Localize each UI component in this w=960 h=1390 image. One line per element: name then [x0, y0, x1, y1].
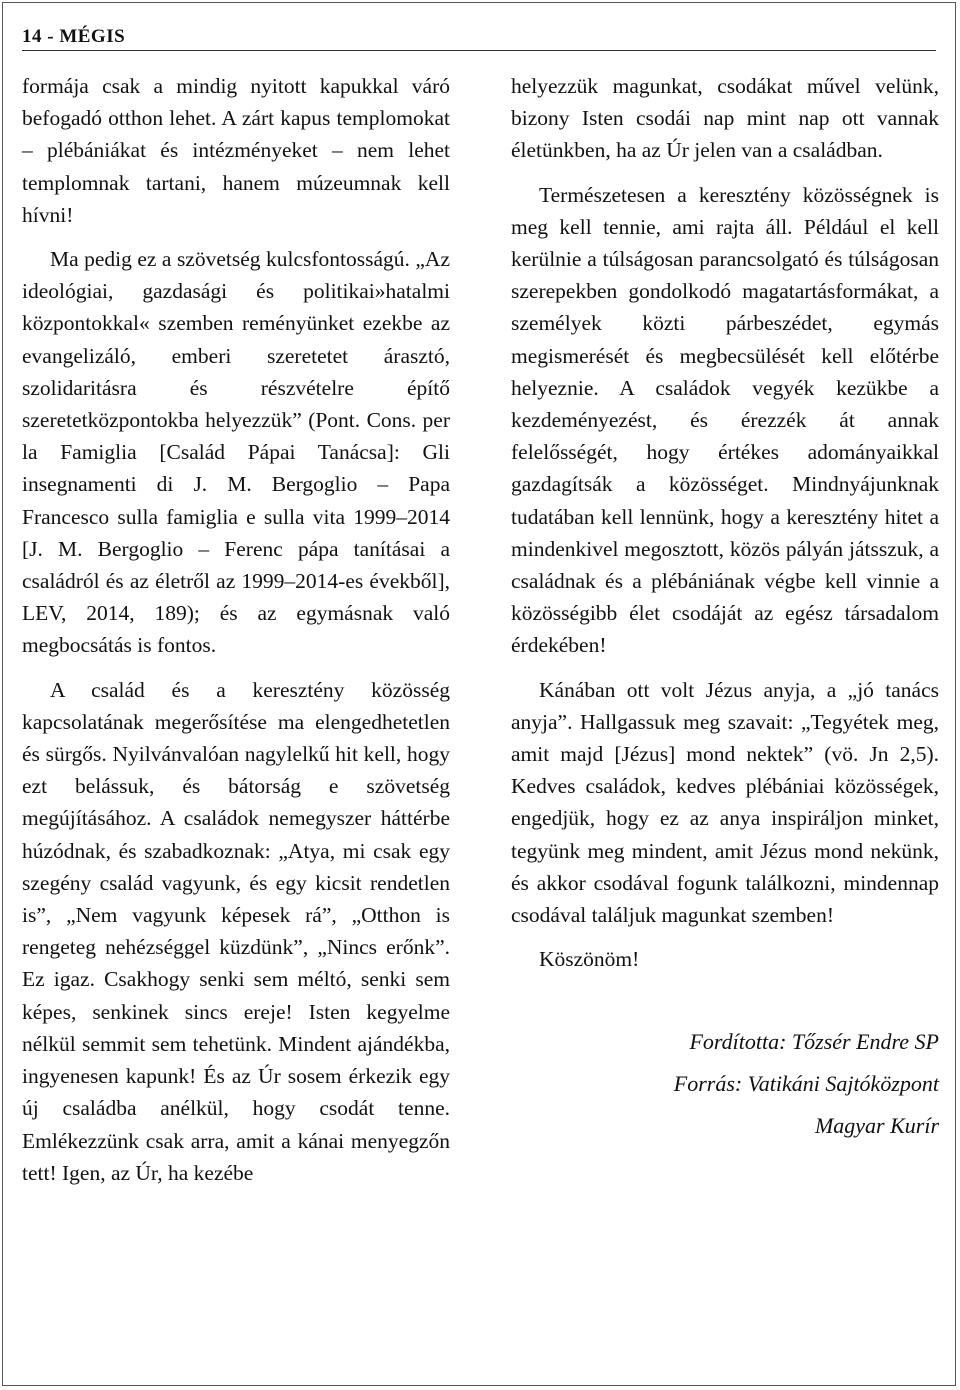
credits-block	[511, 1021, 939, 1147]
publication-credit: Magyar Kurír	[814, 1113, 939, 1139]
translator-credit: Fordította: Tőzsér Endre SP	[689, 1029, 939, 1055]
paragraph: helyezzük magunkat, csodákat művel velünk, bizony Isten csodái nap mint nap ott vannak életünkben, ha az Úr jelen van a családban.	[511, 74, 939, 163]
page-header	[22, 24, 936, 51]
page-number-title: 14 - MÉGIS	[22, 26, 126, 47]
paragraph: Természetesen a keresztény közösségnek is meg kell tennie, ami rajta áll. Például el kell kerülnie a túlságosan parancsolgató és túlságosan szerepekben gondolkodó magatartásformákat, a személyek közti párbeszédet, egymás megismerését és megbecsülését kell előtérbe helyeznie. A családok vegyék kezükbe a kezdeményezést, és érezzék át annak felelősségét, hogy értékes adományaikkal gazdagítsák a közösséget. Mindnyájunknak tudatában kell lennünk, hogy a keresztény hitet a mindenkivel megosztott, közös pályán játsszuk, a családnak és a plébániának végbe kell vinnie a közösségibb élet csodáját az egész társadalom érdekében!	[511, 182, 939, 658]
right-column	[511, 70, 939, 1147]
paragraph: A család és a keresztény közösség kapcsolatának megerősítése ma elengedhetetlen és sürgős. Nyilvánvalóan nagylelkű hit kell, hogy ezt belássuk, és bátorság e szövetség megújításához. A családok nemegyszer háttérbe húzódnak, és szabadkoznak: „Atya, mi csak egy szegény család vagyunk, és egy kicsit rendetlen is”, „Nem vagyunk képesek rá”, „Otthon is rengeteg nehézséggel küzdünk”, „Nincs erőnk”. Ez igaz. Csakhogy senki sem méltó, senki sem képes, senkinek sincs ereje! Isten kegyelme nélkül semmit sem tehetünk. Mindent ajándékba, ingyenesen kapunk! És az Úr sosem érkezik egy új családba anélkül, hogy csodát tenne. Emlékezzünk csak arra, amit a kánai menyegzőn tett! Igen, az Úr, ha kezébe	[22, 677, 450, 1185]
paragraph: Kánában ott volt Jézus anyja, a „jó tanács anyja”. Hallgassuk meg szavait: „Tegyétek meg, amit majd [Jézus] mond nektek” (vö. Jn 2,5). Kedves családok, kedves plébániai közösségek, engedjük, hogy ez az anya inspiráljon minket, tegyünk meg mindent, amit Jézus mond nekünk, és akkor csodával fogunk találkozni, mindennap csodával találjuk magunkat szemben!	[511, 677, 939, 928]
source-credit: Forrás: Vatikáni Sajtóközpont	[673, 1071, 939, 1097]
paragraph: Ma pedig ez a szövetség kulcsfontosságú. „Az ideológiai, gazdasági és politikai»hatalmi központokkal« szemben reményünket ezekbe az evangelizáló, emberi szeretetet árasztó, szolidaritásra és részvételre építő szeretetközpontokba helyezzük” (Pont. Cons. per la Famiglia [Család Pápai Tanácsa]: Gli insegnamenti di J. M. Bergoglio – Papa Francesco sulla famiglia e sulla vita 1999–2014 [J. M. Bergoglio – Ferenc pápa tanításai a családról és az életről az 1999–2014-es évekből], LEV, 2014, 189); és az egymásnak való megbocsátás is fontos.	[22, 247, 450, 658]
left-column	[22, 70, 450, 1189]
paragraph: formája csak a mindig nyitott kapukkal váró befogadó otthon lehet. A zárt kapus templomokat – plébániákat és intézményeket – nem lehet templomnak tartani, hanem múzeumnak kell hívni!	[22, 74, 450, 227]
closing-thanks: Köszönöm!	[539, 947, 640, 972]
